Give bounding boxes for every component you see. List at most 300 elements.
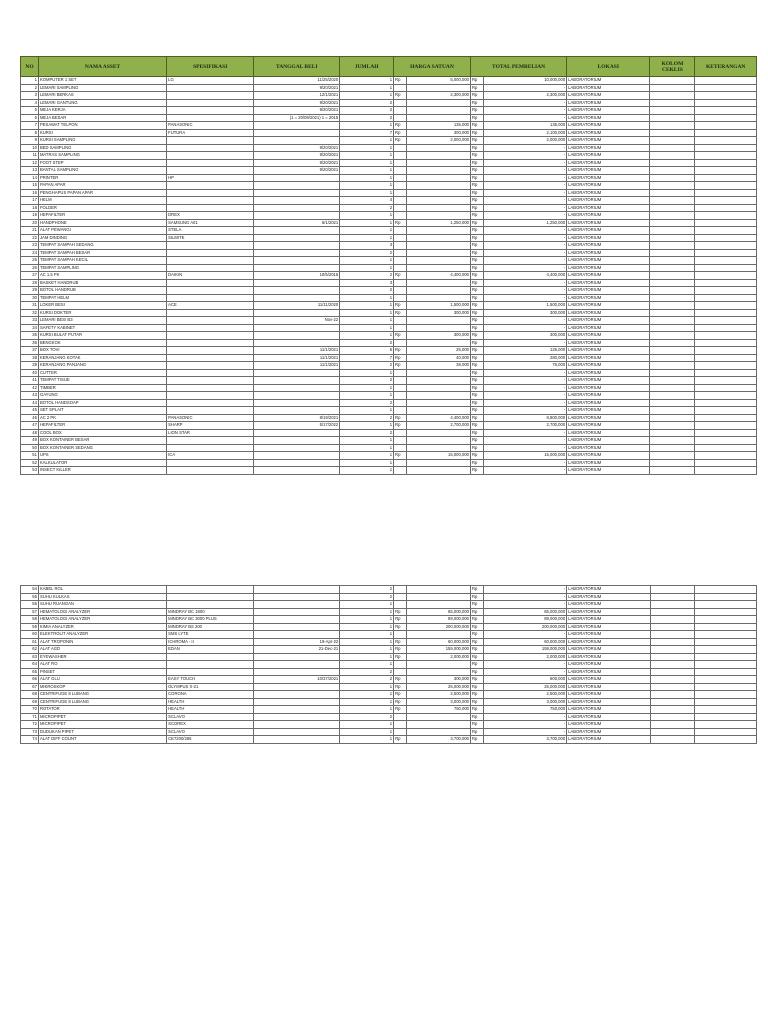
- header-tanggal-beli: TANGGAL BELI: [254, 57, 340, 77]
- cell-harga-currency: [394, 392, 407, 400]
- cell-nama-asset: PINSET: [38, 668, 166, 676]
- cell-spesifikasi: [167, 601, 254, 609]
- cell-total-pembelian: 2,500,000: [483, 691, 566, 699]
- cell-spesifikasi: MINDRAY BC 1800: [167, 608, 254, 616]
- cell-lokasi: LABORATORIUM: [567, 219, 650, 227]
- cell-total-currency: Rp: [471, 593, 484, 601]
- cell-jumlah: 1: [340, 302, 394, 310]
- cell-total-pembelian: -: [483, 444, 566, 452]
- cell-harga-satuan: [406, 84, 470, 92]
- cell-lokasi: LABORATORIUM: [567, 631, 650, 639]
- cell-harga-currency: [394, 339, 407, 347]
- cell-tanggal-beli: [254, 197, 340, 205]
- cell-tanggal-beli: [254, 668, 340, 676]
- table-row: [21, 623, 757, 631]
- cell-total-currency: Rp: [470, 392, 483, 400]
- cell-lokasi: LABORATORIUM: [567, 668, 650, 676]
- cell-no: 22: [21, 234, 39, 242]
- cell-jumlah: 2: [340, 713, 394, 721]
- cell-harga-satuan: [406, 212, 470, 220]
- cell-nama-asset: BASKET HANDRUB: [38, 279, 166, 287]
- cell-nama-asset: BOX KONTAINER BESAR: [38, 437, 166, 445]
- cell-tanggal-beli: [254, 279, 340, 287]
- cell-harga-satuan: [406, 444, 470, 452]
- cell-keterangan: [695, 377, 757, 385]
- cell-keterangan: [695, 706, 757, 714]
- cell-spesifikasi: ICHROMA - II: [167, 638, 254, 646]
- cell-lokasi: LABORATORIUM: [567, 392, 650, 400]
- table-row: [21, 159, 757, 167]
- cell-total-pembelian: 60,000,000: [483, 638, 566, 646]
- cell-kolom-ceklis: [650, 242, 695, 250]
- cell-lokasi: LABORATORIUM: [567, 152, 650, 160]
- cell-total-pembelian: 3,000,000: [483, 698, 566, 706]
- cell-total-currency: Rp: [471, 706, 484, 714]
- cell-kolom-ceklis: [650, 444, 695, 452]
- cell-keterangan: [695, 152, 757, 160]
- table-row: [21, 362, 757, 370]
- cell-harga-currency: [394, 264, 407, 272]
- cell-total-currency: Rp: [471, 638, 484, 646]
- cell-kolom-ceklis: [650, 302, 695, 310]
- table-row: [21, 668, 757, 676]
- cell-total-currency: Rp: [470, 362, 483, 370]
- cell-nama-asset: COOL BOX: [38, 429, 166, 437]
- cell-nama-asset: BOX TOVI: [38, 347, 166, 355]
- cell-harga-satuan: 2,000,000: [406, 137, 470, 145]
- table-row: [21, 317, 757, 325]
- cell-lokasi: LABORATORIUM: [567, 212, 650, 220]
- cell-tanggal-beli: 19-Apr-22: [254, 638, 340, 646]
- cell-harga-satuan: 4,400,000: [406, 272, 470, 280]
- cell-jumlah: 1: [340, 691, 394, 699]
- cell-harga-currency: Rp: [394, 92, 407, 100]
- cell-spesifikasi: [167, 144, 254, 152]
- cell-nama-asset: HELM: [38, 197, 166, 205]
- cell-tanggal-beli: [254, 129, 340, 137]
- cell-spesifikasi: [167, 384, 254, 392]
- cell-no: 43: [21, 392, 39, 400]
- cell-kolom-ceklis: [650, 317, 695, 325]
- cell-no: 62: [21, 646, 39, 654]
- cell-total-pembelian: 2,000,000: [483, 653, 566, 661]
- cell-total-currency: Rp: [471, 616, 484, 624]
- cell-lokasi: LABORATORIUM: [567, 227, 650, 235]
- cell-spesifikasi: [167, 324, 254, 332]
- cell-tanggal-beli: [254, 309, 340, 317]
- cell-jumlah: 1: [340, 631, 394, 639]
- table-row: [21, 92, 757, 100]
- cell-nama-asset: SUHU RUANGAN: [38, 601, 166, 609]
- table-row: [21, 287, 757, 295]
- cell-spesifikasi: PANASONIC: [167, 414, 254, 422]
- cell-kolom-ceklis: [650, 279, 695, 287]
- table-row: [21, 279, 757, 287]
- cell-jumlah: 1: [340, 212, 394, 220]
- cell-spesifikasi: [167, 279, 254, 287]
- cell-jumlah: 2: [340, 399, 394, 407]
- table-row: [21, 586, 757, 594]
- cell-harga-satuan: 159,000,000: [406, 646, 470, 654]
- cell-jumlah: 1: [340, 189, 394, 197]
- cell-no: 69: [21, 698, 39, 706]
- cell-tanggal-beli: 10/27/2021: [254, 676, 340, 684]
- cell-kolom-ceklis: [650, 369, 695, 377]
- cell-jumlah: 1: [340, 601, 394, 609]
- cell-spesifikasi: HEALTH: [167, 706, 254, 714]
- cell-total-currency: Rp: [470, 242, 483, 250]
- cell-total-currency: Rp: [470, 317, 483, 325]
- cell-total-pembelian: -: [483, 204, 566, 212]
- cell-harga-satuan: [406, 189, 470, 197]
- cell-spesifikasi: [167, 167, 254, 175]
- cell-lokasi: LABORATORIUM: [567, 467, 650, 475]
- cell-no: 73: [21, 728, 39, 736]
- cell-lokasi: LABORATORIUM: [567, 272, 650, 280]
- cell-kolom-ceklis: [650, 152, 695, 160]
- cell-keterangan: [695, 721, 757, 729]
- cell-harga-currency: Rp: [394, 414, 407, 422]
- cell-kolom-ceklis: [650, 721, 695, 729]
- cell-nama-asset: CENTRIFUGE 8 LUBANG: [38, 691, 166, 699]
- cell-total-currency: Rp: [471, 721, 484, 729]
- cell-spesifikasi: [167, 107, 254, 115]
- cell-keterangan: [695, 159, 757, 167]
- cell-total-currency: Rp: [470, 437, 483, 445]
- cell-spesifikasi: [167, 92, 254, 100]
- cell-total-currency: Rp: [470, 459, 483, 467]
- cell-kolom-ceklis: [650, 174, 695, 182]
- cell-nama-asset: KABEL ROL: [38, 586, 166, 594]
- cell-no: 20: [21, 219, 39, 227]
- cell-jumlah: 1: [340, 459, 394, 467]
- cell-no: 30: [21, 294, 39, 302]
- table-row: [21, 294, 757, 302]
- table-row: [21, 728, 757, 736]
- cell-keterangan: [695, 414, 757, 422]
- cell-spesifikasi: [167, 249, 254, 257]
- cell-harga-currency: Rp: [394, 608, 407, 616]
- cell-no: 35: [21, 332, 39, 340]
- table-row: [21, 242, 757, 250]
- cell-nama-asset: UPS: [38, 452, 166, 460]
- cell-harga-satuan: [406, 384, 470, 392]
- cell-nama-asset: ROTATOR: [38, 706, 166, 714]
- cell-spesifikasi: [167, 204, 254, 212]
- cell-kolom-ceklis: [650, 668, 695, 676]
- table-row: [21, 212, 757, 220]
- cell-nama-asset: ELEKTROLIT ANALYZER: [38, 631, 166, 639]
- cell-lokasi: LABORATORIUM: [567, 638, 650, 646]
- header-spesifikasi: SPESIFIKASI: [167, 57, 254, 77]
- cell-nama-asset: EYEWASHER: [38, 653, 166, 661]
- cell-harga-currency: [394, 437, 407, 445]
- cell-harga-currency: [394, 384, 407, 392]
- cell-tanggal-beli: [254, 653, 340, 661]
- table-row: [21, 429, 757, 437]
- cell-no: 16: [21, 189, 39, 197]
- cell-total-currency: Rp: [470, 227, 483, 235]
- table-row: [21, 407, 757, 415]
- cell-jumlah: 2: [340, 377, 394, 385]
- header-kolom-ceklis: KOLOM CEKLIS: [650, 57, 695, 77]
- cell-no: 70: [21, 706, 39, 714]
- cell-jumlah: 1: [340, 137, 394, 145]
- cell-kolom-ceklis: [650, 728, 695, 736]
- cell-no: 54: [21, 586, 39, 594]
- cell-total-currency: Rp: [470, 467, 483, 475]
- cell-kolom-ceklis: [650, 159, 695, 167]
- cell-spesifikasi: [167, 444, 254, 452]
- cell-jumlah: 1: [340, 264, 394, 272]
- cell-lokasi: LABORATORIUM: [567, 407, 650, 415]
- cell-kolom-ceklis: [650, 339, 695, 347]
- cell-total-currency: Rp: [470, 347, 483, 355]
- cell-nama-asset: LEMARI SAMPLING: [38, 84, 166, 92]
- cell-no: 51: [21, 452, 39, 460]
- cell-keterangan: [695, 459, 757, 467]
- cell-harga-currency: Rp: [394, 452, 407, 460]
- cell-harga-currency: [394, 114, 407, 122]
- cell-harga-satuan: 38,000: [406, 362, 470, 370]
- cell-harga-satuan: 135,000: [406, 122, 470, 130]
- cell-keterangan: [695, 279, 757, 287]
- cell-jumlah: 7: [340, 129, 394, 137]
- cell-total-currency: Rp: [470, 257, 483, 265]
- cell-total-currency: Rp: [471, 676, 484, 684]
- cell-jumlah: 2: [340, 249, 394, 257]
- cell-harga-satuan: [406, 586, 470, 594]
- cell-total-currency: Rp: [471, 661, 484, 669]
- cell-keterangan: [695, 332, 757, 340]
- cell-lokasi: LABORATORIUM: [567, 683, 650, 691]
- cell-keterangan: [695, 84, 757, 92]
- cell-total-pembelian: -: [483, 661, 566, 669]
- cell-total-pembelian: -: [483, 407, 566, 415]
- cell-tanggal-beli: 9/20/2021: [254, 152, 340, 160]
- cell-harga-currency: [394, 167, 407, 175]
- table-row: [21, 422, 757, 430]
- cell-kolom-ceklis: [650, 586, 695, 594]
- cell-harga-currency: Rp: [394, 362, 407, 370]
- cell-jumlah: 1: [340, 623, 394, 631]
- cell-spesifikasi: MINDRAY BS 200: [167, 623, 254, 631]
- cell-jumlah: 2: [340, 114, 394, 122]
- cell-total-currency: Rp: [470, 212, 483, 220]
- cell-harga-currency: [394, 294, 407, 302]
- cell-jumlah: 1: [340, 616, 394, 624]
- cell-kolom-ceklis: [650, 354, 695, 362]
- cell-tanggal-beli: [254, 339, 340, 347]
- cell-kolom-ceklis: [650, 661, 695, 669]
- cell-spesifikasi: STELA: [167, 227, 254, 235]
- cell-tanggal-beli: [254, 294, 340, 302]
- cell-tanggal-beli: [254, 324, 340, 332]
- cell-harga-satuan: [406, 437, 470, 445]
- cell-nama-asset: ALAT PEWANGI: [38, 227, 166, 235]
- cell-total-pembelian: 25,000,000: [483, 683, 566, 691]
- cell-jumlah: 1: [340, 721, 394, 729]
- cell-harga-satuan: [406, 204, 470, 212]
- cell-lokasi: LABORATORIUM: [567, 204, 650, 212]
- cell-jumlah: 4: [340, 197, 394, 205]
- cell-total-pembelian: -: [483, 227, 566, 235]
- cell-lokasi: LABORATORIUM: [567, 414, 650, 422]
- cell-no: 28: [21, 279, 39, 287]
- cell-total-currency: Rp: [470, 279, 483, 287]
- cell-nama-asset: ALAT RO: [38, 661, 166, 669]
- cell-tanggal-beli: [254, 189, 340, 197]
- cell-jumlah: 2: [340, 676, 394, 684]
- cell-harga-currency: [394, 287, 407, 295]
- cell-tanggal-beli: [254, 616, 340, 624]
- table-row: [21, 414, 757, 422]
- cell-lokasi: LABORATORIUM: [567, 691, 650, 699]
- cell-kolom-ceklis: [650, 249, 695, 257]
- cell-kolom-ceklis: [650, 137, 695, 145]
- cell-harga-satuan: [406, 249, 470, 257]
- cell-keterangan: [695, 227, 757, 235]
- table-row: [21, 369, 757, 377]
- cell-kolom-ceklis: [650, 713, 695, 721]
- cell-total-currency: Rp: [471, 601, 484, 609]
- cell-lokasi: LABORATORIUM: [567, 234, 650, 242]
- cell-kolom-ceklis: [650, 638, 695, 646]
- cell-total-currency: Rp: [470, 99, 483, 107]
- cell-kolom-ceklis: [650, 683, 695, 691]
- cell-lokasi: LABORATORIUM: [567, 728, 650, 736]
- cell-tanggal-beli: [254, 377, 340, 385]
- cell-lokasi: LABORATORIUM: [567, 369, 650, 377]
- cell-kolom-ceklis: [650, 257, 695, 265]
- cell-tanggal-beli: 12/1/2021: [254, 92, 340, 100]
- cell-spesifikasi: FUTURA: [167, 129, 254, 137]
- cell-kolom-ceklis: [650, 429, 695, 437]
- cell-jumlah: 1: [340, 392, 394, 400]
- cell-jumlah: 2: [340, 668, 394, 676]
- cell-tanggal-beli: (1 = 20/09/2021) 1 = 2015: [254, 114, 340, 122]
- cell-keterangan: [695, 407, 757, 415]
- cell-keterangan: [695, 107, 757, 115]
- cell-keterangan: [695, 698, 757, 706]
- cell-lokasi: LABORATORIUM: [567, 324, 650, 332]
- cell-nama-asset: HEPAFILTER: [38, 212, 166, 220]
- cell-kolom-ceklis: [650, 114, 695, 122]
- cell-harga-satuan: [406, 182, 470, 190]
- cell-jumlah: 2: [340, 339, 394, 347]
- cell-no: 56: [21, 601, 39, 609]
- cell-keterangan: [695, 422, 757, 430]
- cell-jumlah: 1: [340, 736, 394, 744]
- cell-total-currency: Rp: [471, 608, 484, 616]
- cell-nama-asset: LOKER BESI: [38, 302, 166, 310]
- cell-spesifikasi: PANASONIC: [167, 122, 254, 130]
- cell-harga-currency: [394, 444, 407, 452]
- cell-nama-asset: FOLDER: [38, 204, 166, 212]
- cell-tanggal-beli: 11/1/2021: [254, 362, 340, 370]
- cell-jumlah: 1: [340, 698, 394, 706]
- cell-harga-currency: [394, 317, 407, 325]
- cell-lokasi: LABORATORIUM: [567, 422, 650, 430]
- cell-tanggal-beli: 9/20/2021: [254, 99, 340, 107]
- cell-total-pembelian: 200,000,000: [483, 623, 566, 631]
- cell-no: 45: [21, 407, 39, 415]
- cell-harga-satuan: [406, 197, 470, 205]
- cell-harga-currency: [394, 144, 407, 152]
- cell-nama-asset: MEJA KERJA: [38, 107, 166, 115]
- cell-tanggal-beli: [254, 593, 340, 601]
- cell-jumlah: 2: [340, 107, 394, 115]
- cell-spesifikasi: [167, 189, 254, 197]
- cell-spesifikasi: [167, 257, 254, 265]
- cell-jumlah: 1: [340, 77, 394, 85]
- cell-nama-asset: FOOT STEP: [38, 159, 166, 167]
- cell-harga-currency: Rp: [394, 129, 407, 137]
- cell-keterangan: [695, 249, 757, 257]
- cell-tanggal-beli: 9/20/2021: [254, 159, 340, 167]
- cell-lokasi: LABORATORIUM: [567, 452, 650, 460]
- cell-nama-asset: KERANJANG PANJANG: [38, 362, 166, 370]
- table-row: [21, 114, 757, 122]
- cell-spesifikasi: [167, 287, 254, 295]
- cell-kolom-ceklis: [650, 407, 695, 415]
- cell-jumlah: 1: [340, 294, 394, 302]
- cell-total-pembelian: 125,000: [483, 347, 566, 355]
- cell-nama-asset: TEMPAT SAMPAH KECIL: [38, 257, 166, 265]
- cell-total-currency: Rp: [471, 691, 484, 699]
- cell-lokasi: LABORATORIUM: [567, 287, 650, 295]
- cell-kolom-ceklis: [650, 129, 695, 137]
- cell-harga-satuan: [406, 257, 470, 265]
- cell-kolom-ceklis: [650, 84, 695, 92]
- cell-jumlah: 7: [340, 354, 394, 362]
- cell-harga-currency: Rp: [394, 638, 407, 646]
- cell-harga-currency: Rp: [394, 653, 407, 661]
- cell-lokasi: LABORATORIUM: [567, 437, 650, 445]
- cell-tanggal-beli: Nov-22: [254, 317, 340, 325]
- cell-lokasi: LABORATORIUM: [567, 362, 650, 370]
- cell-total-pembelian: 65,000,000: [483, 608, 566, 616]
- cell-harga-satuan: [406, 407, 470, 415]
- cell-lokasi: LABORATORIUM: [567, 347, 650, 355]
- cell-harga-currency: Rp: [394, 302, 407, 310]
- table-row: [21, 77, 757, 85]
- cell-spesifikasi: [167, 437, 254, 445]
- cell-kolom-ceklis: [650, 623, 695, 631]
- cell-tanggal-beli: [254, 234, 340, 242]
- cell-total-currency: Rp: [470, 384, 483, 392]
- cell-lokasi: LABORATORIUM: [567, 159, 650, 167]
- cell-no: 21: [21, 227, 39, 235]
- table-row: [21, 646, 757, 654]
- cell-no: 18: [21, 204, 39, 212]
- cell-no: 36: [21, 339, 39, 347]
- cell-keterangan: [695, 586, 757, 594]
- cell-total-pembelian: -: [483, 189, 566, 197]
- cell-tanggal-beli: [254, 661, 340, 669]
- cell-total-pembelian: -: [483, 459, 566, 467]
- cell-no: 5: [21, 107, 39, 115]
- cell-harga-satuan: 300,000: [406, 129, 470, 137]
- cell-keterangan: [695, 601, 757, 609]
- cell-lokasi: LABORATORIUM: [567, 309, 650, 317]
- cell-keterangan: [695, 167, 757, 175]
- cell-total-pembelian: -: [483, 84, 566, 92]
- cell-jumlah: 1: [340, 317, 394, 325]
- cell-harga-satuan: [406, 99, 470, 107]
- cell-tanggal-beli: 11/1/2021: [254, 354, 340, 362]
- cell-keterangan: [695, 399, 757, 407]
